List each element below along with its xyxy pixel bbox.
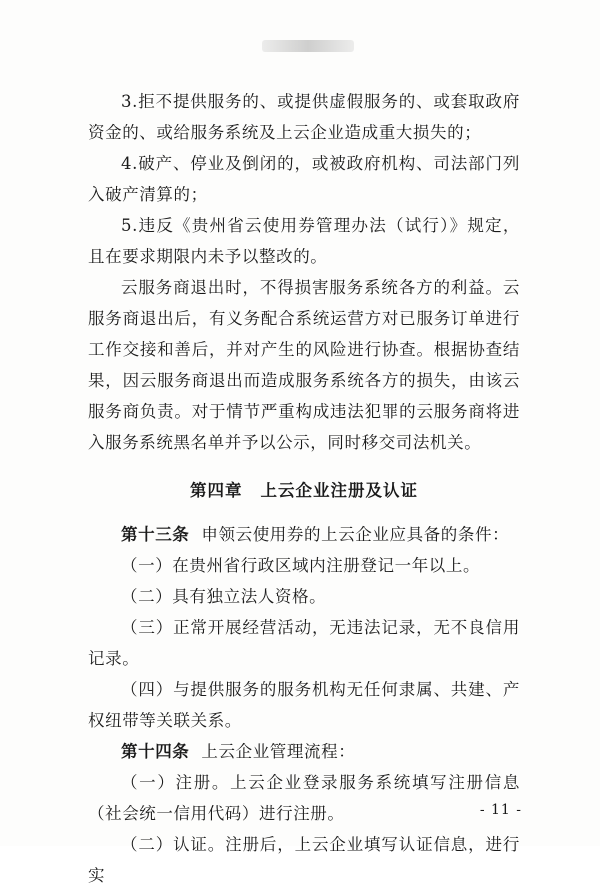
article-13-text: 申领云使用券的上云企业应具备的条件： — [201, 525, 510, 544]
chapter-heading — [88, 475, 520, 506]
article-14-item-2: （二）认证。注册后，上云企业填写认证信息，进行实 — [88, 835, 520, 885]
article-14 — [88, 736, 520, 767]
article-13 — [88, 519, 520, 550]
clause-item-4: 4.破产、停业及倒闭的，或被政府机构、司法部门列入破产清算的； — [88, 154, 520, 204]
chapter-number: 第四章 — [190, 481, 243, 500]
chapter-title: 上云企业注册及认证 — [260, 481, 418, 500]
article-13-item-2: （二）具有独立法人资格。 — [121, 587, 327, 606]
article-14-text: 上云企业管理流程： — [201, 742, 356, 761]
page-body — [88, 86, 520, 891]
scan-artifact — [262, 40, 354, 52]
exit-paragraph: 云服务商退出时，不得损害服务系统各方的利益。云服务商退出后，有义务配合系统运营方对已服务订单进行工作交接和善后，并对产生的风险进行协查。根据协查结果，因云服务商退出而造成服务系统各方的损失，由该云服务商负责。对于情节严重构成违法犯罪的云服务商将进入服务系统黑名单并予以公示，同时移交司法机关。 — [88, 278, 520, 452]
clause-item-5: 5.违反《贵州省云使用券管理办法（试行）》规定，且在要求期限内未予以整改的。 — [88, 216, 520, 266]
page-number: - 11 - — [479, 802, 522, 818]
clause-item-3: 3.拒不提供服务的、或提供虚假服务的、或套取政府资金的、或给服务系统及上云企业造成重大损失的； — [88, 92, 520, 142]
article-13-label: 第十三条 — [121, 525, 190, 544]
article-14-label: 第十四条 — [121, 742, 190, 761]
article-13-item-3: （三）正常开展经营活动，无违法记录，无不良信用记录。 — [88, 618, 520, 668]
article-13-item-4: （四）与提供服务的服务机构无任何隶属、共建、产权纽带等关联关系。 — [88, 680, 520, 730]
article-13-item-1: （一）在贵州省行政区域内注册登记一年以上。 — [121, 556, 481, 575]
article-14-item-1: （一）注册。上云企业登录服务系统填写注册信息（社会统一信用代码）进行注册。 — [88, 773, 520, 823]
